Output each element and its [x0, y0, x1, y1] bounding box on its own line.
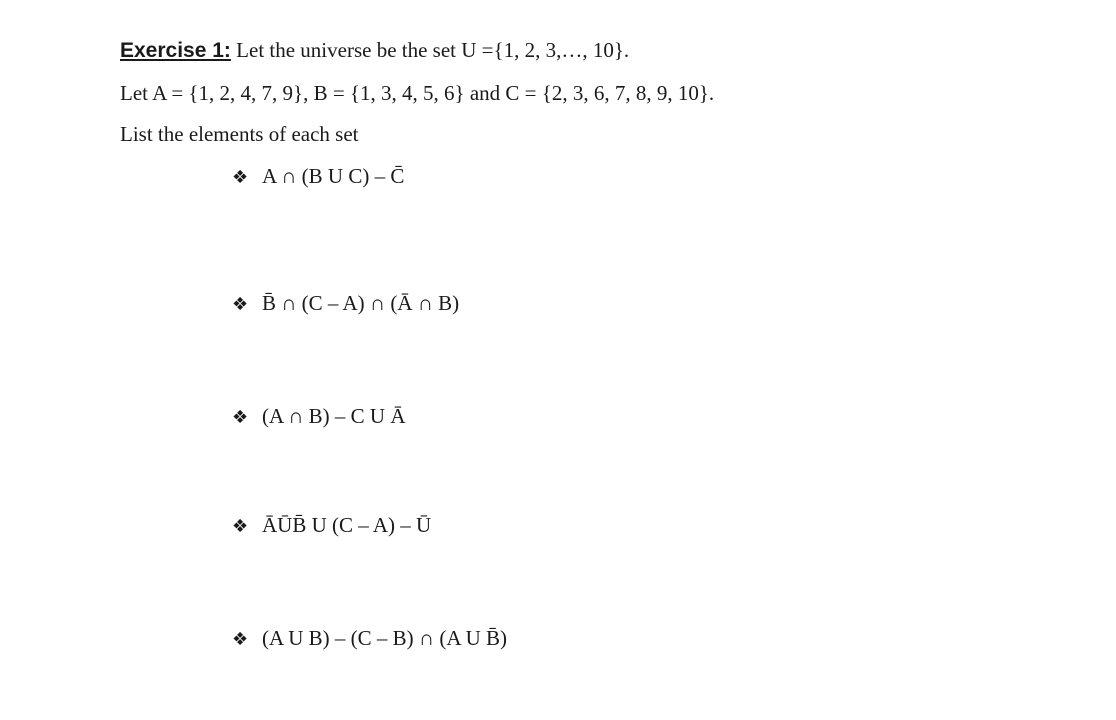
diamond-bullet-icon: ❖ [232, 516, 249, 537]
diamond-bullet-icon: ❖ [232, 294, 249, 315]
universe-text: Let the universe be the set U ={1, 2, 3,…, 10}. [230, 38, 630, 62]
diamond-bullet-icon: ❖ [232, 629, 249, 650]
item-expression: B̄ ∩ (C – A) ∩ (Ā ∩ B) [262, 291, 460, 315]
list-item [232, 166, 404, 187]
item-expression: A ∩ (B U C) – C̄ [262, 164, 405, 188]
list-item [232, 406, 406, 427]
list-item [232, 293, 459, 314]
diamond-bullet-icon: ❖ [232, 407, 249, 428]
diamond-bullet-icon: ❖ [232, 167, 249, 188]
list-item [232, 628, 507, 649]
exercise-statement [120, 40, 629, 61]
item-expression: ĀŪB̄ U (C – A) – Ū [262, 513, 432, 537]
item-expression: (A ∩ B) – C U Ā [262, 404, 406, 428]
instruction-text: List the elements of each set [120, 122, 359, 146]
list-item [232, 515, 431, 536]
item-expression: (A U B) – (C – B) ∩ (A U B̄) [262, 626, 507, 650]
sets-definition: Let A = {1, 2, 4, 7, 9}, B = {1, 3, 4, 5, 6} and C = {2, 3, 6, 7, 8, 9, 10}. [120, 81, 715, 105]
exercise-heading: Exercise 1: [120, 39, 231, 62]
